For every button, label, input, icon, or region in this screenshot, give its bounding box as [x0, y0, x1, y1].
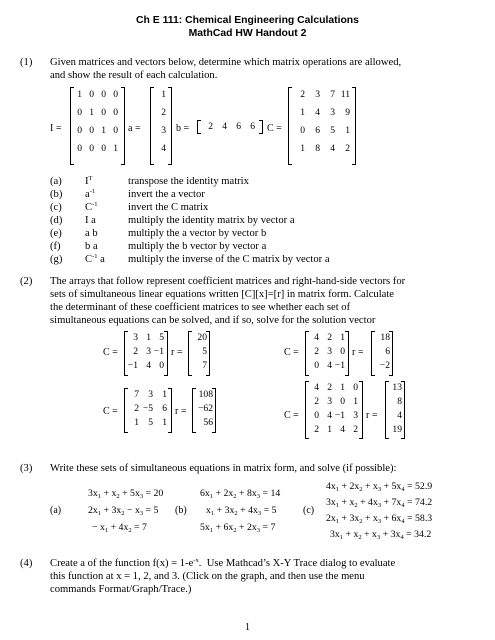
- matrix-I-cell: 0: [101, 89, 106, 100]
- q1-item-expression: $C^{-1}$: [85, 201, 98, 213]
- q1-item-description: multiply the a vector by vector b: [128, 228, 267, 239]
- q1-item-expression: $a^{-1}$: [85, 188, 96, 200]
- m1-coefficient-matrix: [124, 331, 168, 376]
- m1-C-cell: 0: [159, 360, 164, 371]
- vector-a-cell: 1: [161, 89, 166, 100]
- m4-C-cell: 0: [353, 382, 358, 393]
- m1-C-cell: 5: [159, 332, 164, 343]
- q1-item-label: (b): [50, 189, 63, 200]
- vector-b-cell: 2: [208, 121, 213, 132]
- doc-subtitle: MathCad HW Handout 2: [188, 28, 307, 39]
- m2-r-cell: −2: [379, 360, 390, 371]
- matrix-C-cell: 6: [315, 125, 320, 136]
- matrix-I-cell: 1: [113, 143, 118, 154]
- matrix-C-cell: 2: [345, 143, 350, 154]
- matrix-I-cell: 0: [113, 89, 118, 100]
- m4-C-label: C =: [284, 410, 299, 421]
- page-number: 1: [245, 622, 250, 633]
- m3-C-cell: 1: [162, 389, 167, 400]
- m2-rhs-vector: [371, 331, 393, 376]
- vector-b-cell: 4: [222, 121, 227, 132]
- m4-C-cell: 1: [327, 424, 332, 435]
- m3-r-cell: 108: [198, 389, 213, 400]
- m2-r-cell: 18: [380, 332, 390, 343]
- m3-C-cell: 7: [134, 389, 139, 400]
- matrix-I-cell: 0: [77, 143, 82, 154]
- m1-C-cell: 3: [133, 332, 138, 343]
- m3-r-label: r =: [175, 406, 187, 417]
- matrix-I-cell: 0: [89, 89, 94, 100]
- m4-C-cell: 0: [314, 410, 319, 421]
- vector-b-label: b =: [176, 123, 190, 134]
- m4-C-cell: 2: [314, 396, 319, 407]
- matrix-I-cell: 0: [101, 143, 106, 154]
- m4-r-label: r =: [366, 410, 378, 421]
- q3c-eq4: $3x_1 + x_2 + x_3 + 3x_4 = 34.2$: [330, 529, 432, 541]
- m3-C-cell: 6: [162, 403, 167, 414]
- vector-a: [150, 87, 172, 165]
- m2-coefficient-matrix: [305, 331, 349, 376]
- matrix-C-label: C =: [267, 123, 282, 134]
- m3-C-cell: 1: [134, 417, 139, 428]
- matrix-C-cell: 1: [300, 107, 305, 118]
- m4-C-cell: 4: [327, 410, 332, 421]
- q1-item-label: (e): [50, 228, 62, 239]
- matrix-I-cell: 0: [77, 107, 82, 118]
- m4-C-cell: 2: [353, 424, 358, 435]
- m4-C-cell: 4: [314, 382, 319, 393]
- m4-C-cell: 3: [327, 396, 332, 407]
- m4-C-cell: 2: [314, 424, 319, 435]
- q4-text-1: Create a of the function f(x) = 1-e: [50, 558, 194, 569]
- m1-rhs-vector: [188, 331, 210, 376]
- vector-a-cell: 2: [161, 107, 166, 118]
- q2-intro-4: simultaneous equations can be solved, and if so, solve for the solution vector: [50, 315, 376, 326]
- matrix-I-cell: 0: [113, 125, 118, 136]
- q4-number: (4): [20, 558, 33, 569]
- q1-item-label: (g): [50, 254, 63, 265]
- m1-C-cell: −1: [127, 360, 138, 371]
- m3-coefficient-matrix: [124, 388, 172, 433]
- q1-item-description: invert the a vector: [128, 189, 205, 200]
- m1-r-cell: 20: [197, 332, 207, 343]
- m1-C-label: C =: [103, 347, 118, 358]
- m4-rhs-vector: [385, 381, 405, 439]
- m2-C-cell: 0: [340, 346, 345, 357]
- m3-r-cell: 56: [203, 417, 213, 428]
- m4-r-cell: 4: [397, 410, 402, 421]
- q3c-eq2: $3x_1 + x_2 + 4x_3 + 7x_4 = 74.2$: [326, 497, 433, 509]
- m4-C-cell: 2: [327, 382, 332, 393]
- q4-line-1: [50, 557, 395, 571]
- q3a-eq1: $3x_1 + x_2 + 5x_3 = 20$: [88, 488, 164, 500]
- m1-C-cell: 3: [146, 346, 151, 357]
- matrix-I-cell: 1: [77, 89, 82, 100]
- matrix-C-cell: 1: [345, 125, 350, 136]
- q1-intro-2: and show the result of each calculation.: [50, 70, 218, 81]
- q1-item-expression: $I^T$: [85, 175, 93, 187]
- m1-C-cell: 1: [146, 332, 151, 343]
- m2-C-cell: 2: [314, 346, 319, 357]
- matrix-C-cell: 0: [300, 125, 305, 136]
- matrix-C-cell: 3: [330, 107, 335, 118]
- m4-r-cell: 13: [392, 382, 402, 393]
- q1-item-description: multiply the inverse of the C matrix by vector a: [128, 254, 330, 265]
- m2-C-cell: 0: [314, 360, 319, 371]
- matrix-C-cell: 2: [300, 89, 305, 100]
- q3b-eq1: $6x_1 + 2x_2 + 8x_3 = 14$: [200, 488, 281, 500]
- q4-period: .: [198, 558, 202, 569]
- matrix-C-cell: 5: [330, 125, 335, 136]
- m1-C-cell: 2: [133, 346, 138, 357]
- m4-coefficient-matrix: [305, 381, 363, 439]
- m2-C-cell: 4: [327, 360, 332, 371]
- m4-C-cell: 1: [340, 382, 345, 393]
- m2-C-cell: 3: [327, 346, 332, 357]
- matrix-I-cell: 0: [113, 107, 118, 118]
- q3c-eq3: $2x_1 + 3x_2 + x_3 + 6x_4 = 58.3$: [326, 513, 433, 525]
- m4-C-cell: 3: [353, 410, 358, 421]
- m3-C-cell: 3: [148, 389, 153, 400]
- m4-r-cell: 8: [397, 396, 402, 407]
- q1-item-description: multiply the identity matrix by vector a: [128, 215, 295, 226]
- m2-r-label: r =: [352, 347, 364, 358]
- vector-b-cell: 6: [250, 121, 255, 132]
- q4-superscript: -x: [193, 557, 199, 564]
- q1-item-label: (a): [50, 176, 62, 187]
- q3a-eq3: − $x_1 + 4x_2 = 7$: [92, 522, 147, 534]
- q2-intro-3: the determinant of these coefficient matrices to see whether each set of: [50, 302, 351, 313]
- m1-r-label: r =: [171, 347, 183, 358]
- vector-a-cell: 4: [161, 143, 166, 154]
- q2-intro-1: The arrays that follow represent coefficient matrices and right-hand-side vectors for: [50, 276, 406, 287]
- matrix-I-cell: 1: [89, 107, 94, 118]
- m4-C-cell: 4: [340, 424, 345, 435]
- q1-item-description: transpose the identity matrix: [128, 176, 249, 187]
- m4-C-cell: −1: [334, 410, 345, 421]
- doc-title: Ch E 111: Chemical Engineering Calculations: [136, 15, 359, 26]
- matrix-I-cell: 0: [89, 125, 94, 136]
- q1-item-label: (d): [50, 215, 63, 226]
- matrix-C-cell: 3: [315, 89, 320, 100]
- m2-C-cell: 1: [340, 332, 345, 343]
- q3a-eq2: $2x_1 + 3x_2 - x_3 = 5$: [88, 505, 159, 517]
- m2-C-cell: 2: [327, 332, 332, 343]
- m4-C-cell: 0: [340, 396, 345, 407]
- q1-item-expression: a b: [85, 228, 98, 239]
- m1-C-cell: 4: [146, 360, 151, 371]
- matrix-I-cell: 0: [89, 143, 94, 154]
- matrix-I: [70, 87, 125, 165]
- q3b-eq2: $x_1 + 3x_2 + 4x_3 = 5$: [206, 505, 277, 517]
- vector-b-cell: 6: [236, 121, 241, 132]
- matrix-I-cell: 1: [101, 125, 106, 136]
- m2-C-cell: −1: [334, 360, 345, 371]
- q1-item-label: (f): [50, 241, 61, 252]
- m3-C-cell: −5: [142, 403, 153, 414]
- q2-number: (2): [20, 276, 33, 287]
- m2-C-label: C =: [284, 347, 299, 358]
- q3-number: (3): [20, 463, 33, 474]
- q3-part-a-label: (a): [50, 505, 62, 516]
- q4-text-2: Use Mathcad’s X-Y Trace dialog to evaluate: [206, 558, 396, 569]
- m3-C-cell: 2: [134, 403, 139, 414]
- q3-intro: Write these sets of simultaneous equations in matrix form, and solve (if possible):: [50, 463, 397, 474]
- m4-r-cell: 19: [392, 424, 402, 435]
- q4-line-2: this function at x = 1, 2, and 3. (Click on the graph, and then use the menu: [50, 571, 365, 582]
- matrix-C-cell: 4: [315, 107, 320, 118]
- m1-r-cell: 5: [202, 346, 207, 357]
- m3-r-cell: −62: [197, 403, 213, 414]
- q1-item-expression: b a: [85, 241, 98, 252]
- m2-C-cell: 4: [314, 332, 319, 343]
- matrix-C-cell: 11: [340, 89, 350, 100]
- vector-a-label: a =: [128, 123, 141, 134]
- q1-item-label: (c): [50, 202, 62, 213]
- m1-C-cell: −1: [153, 346, 164, 357]
- matrix-I-label: I =: [50, 123, 62, 134]
- matrix-C-cell: 4: [330, 143, 335, 154]
- m3-C-cell: 5: [148, 417, 153, 428]
- q1-number: (1): [20, 57, 33, 68]
- matrix-C-cell: 7: [330, 89, 335, 100]
- m3-rhs-vector: [192, 388, 216, 433]
- m3-C-label: C =: [103, 406, 118, 417]
- q3-part-b-label: (b): [175, 505, 187, 516]
- q2-intro-2: sets of simultaneous linear equations written [C][x]=[r] in matrix form. Calculate: [50, 289, 394, 300]
- m1-r-cell: 7: [202, 360, 207, 371]
- q3c-eq1: $4x_1 + 2x_2 + x_3 + 5x_4 = 52.9$: [326, 481, 433, 493]
- q1-item-expression: $C^{-1}$ a: [85, 253, 105, 265]
- q3b-eq3: $5x_1 + 6x_2 + 2x_3 = 7$: [200, 522, 276, 534]
- matrix-C-cell: 9: [345, 107, 350, 118]
- matrix-I-cell: 0: [77, 125, 82, 136]
- matrix-C: [288, 87, 356, 165]
- q3-part-c-label: (c): [303, 505, 315, 516]
- q4-line-3: commands Format/Graph/Trace.): [50, 584, 192, 595]
- vector-a-cell: 3: [161, 125, 166, 136]
- m3-C-cell: 1: [162, 417, 167, 428]
- q1-item-description: invert the C matrix: [128, 202, 209, 213]
- q1-item-description: multiply the b vector by vector a: [128, 241, 267, 252]
- q1-intro-1: Given matrices and vectors below, determine which matrix operations are allowed,: [50, 57, 402, 68]
- m4-C-cell: 1: [353, 396, 358, 407]
- vector-b: [197, 120, 263, 134]
- m2-r-cell: 6: [385, 346, 390, 357]
- matrix-C-cell: 8: [315, 143, 320, 154]
- matrix-I-cell: 0: [101, 107, 106, 118]
- matrix-C-cell: 1: [300, 143, 305, 154]
- q1-item-expression: I a: [85, 215, 96, 226]
